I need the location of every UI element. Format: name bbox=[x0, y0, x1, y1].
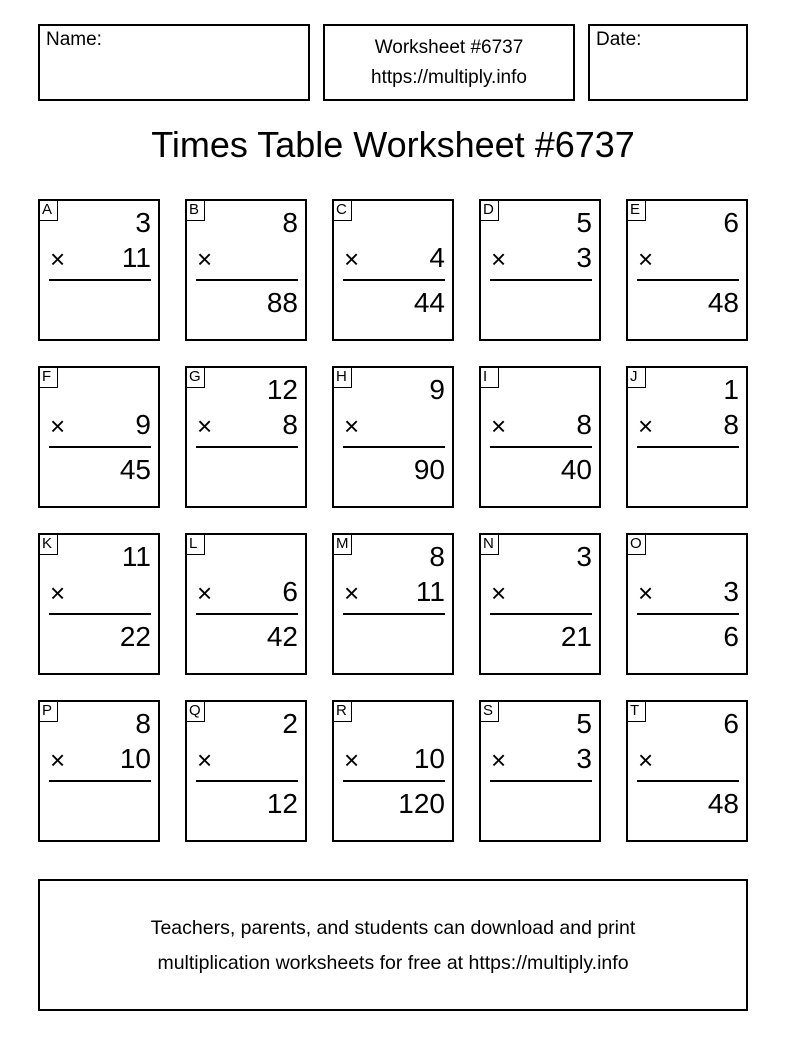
top-factor: 3 bbox=[576, 541, 592, 572]
answer-rule bbox=[343, 446, 445, 448]
problem-letter: K bbox=[38, 533, 58, 555]
top-factor: 8 bbox=[282, 207, 298, 238]
bottom-factor: 8 bbox=[723, 409, 739, 440]
problem-letter: S bbox=[479, 700, 499, 722]
page-title: Times Table Worksheet #6737 bbox=[151, 124, 635, 165]
bottom-factor: 10 bbox=[413, 743, 445, 774]
times-sign: × bbox=[491, 578, 507, 608]
date-label: Date: bbox=[596, 29, 642, 50]
top-factor: 1 bbox=[723, 374, 739, 405]
answer-rule bbox=[343, 613, 445, 615]
times-sign: × bbox=[344, 745, 360, 775]
answer-rule bbox=[490, 446, 592, 448]
problem-card-g bbox=[185, 366, 307, 508]
answer-rule bbox=[490, 613, 592, 615]
top-factor: 2 bbox=[282, 708, 298, 739]
problem-letter: R bbox=[332, 700, 352, 722]
bottom-factor: 3 bbox=[576, 743, 592, 774]
answer-rule bbox=[49, 780, 151, 782]
problem-letter: M bbox=[332, 533, 352, 555]
top-factor: 6 bbox=[723, 708, 739, 739]
bottom-factor: 8 bbox=[282, 409, 298, 440]
problem-letter: P bbox=[38, 700, 58, 722]
problem-card-a bbox=[38, 199, 160, 341]
bottom-factor: 4 bbox=[429, 242, 445, 273]
footer-box bbox=[38, 879, 748, 1011]
product: 42 bbox=[266, 621, 298, 652]
product: 12 bbox=[266, 788, 298, 819]
worksheet-site: https://multiply.info bbox=[371, 67, 527, 88]
problem-letter: F bbox=[38, 366, 58, 388]
problem-card-t bbox=[626, 700, 748, 842]
answer-rule bbox=[49, 279, 151, 281]
problem-card-r bbox=[332, 700, 454, 842]
problem-letter: B bbox=[185, 199, 205, 221]
top-factor: 11 bbox=[121, 541, 151, 572]
answer-rule bbox=[637, 279, 739, 281]
product: 6 bbox=[723, 621, 739, 652]
times-sign: × bbox=[197, 411, 213, 441]
problem-card-b bbox=[185, 199, 307, 341]
name-label: Name: bbox=[46, 29, 102, 50]
problem-card-n bbox=[479, 533, 601, 675]
worksheet-id-box bbox=[323, 24, 575, 101]
answer-rule bbox=[343, 279, 445, 281]
footer-line-2: multiplication worksheets for free at https://multiply.info bbox=[157, 952, 629, 974]
problem-letter: E bbox=[626, 199, 646, 221]
times-sign: × bbox=[197, 244, 213, 274]
answer-rule bbox=[49, 613, 151, 615]
problem-letter: I bbox=[479, 366, 499, 388]
problem-letter: Q bbox=[185, 700, 205, 722]
times-sign: × bbox=[197, 578, 213, 608]
product: 22 bbox=[119, 621, 151, 652]
times-sign: × bbox=[638, 244, 654, 274]
times-sign: × bbox=[491, 244, 507, 274]
times-sign: × bbox=[50, 745, 66, 775]
answer-rule bbox=[637, 446, 739, 448]
top-factor: 5 bbox=[576, 207, 592, 238]
top-factor: 8 bbox=[135, 708, 151, 739]
problem-letter: H bbox=[332, 366, 352, 388]
product: 120 bbox=[398, 788, 445, 819]
times-sign: × bbox=[50, 411, 66, 441]
problem-card-p bbox=[38, 700, 160, 842]
problem-letter: N bbox=[479, 533, 499, 555]
times-sign: × bbox=[344, 578, 360, 608]
problem-card-k bbox=[38, 533, 160, 675]
product: 40 bbox=[560, 454, 592, 485]
problem-letter: O bbox=[626, 533, 646, 555]
top-factor: 6 bbox=[723, 207, 739, 238]
times-sign: × bbox=[344, 411, 360, 441]
problem-card-m bbox=[332, 533, 454, 675]
times-sign: × bbox=[197, 745, 213, 775]
bottom-factor: 10 bbox=[119, 743, 151, 774]
answer-rule bbox=[196, 613, 298, 615]
times-sign: × bbox=[491, 745, 507, 775]
problem-letter: A bbox=[38, 199, 58, 221]
problem-card-h bbox=[332, 366, 454, 508]
problem-letter: J bbox=[626, 366, 646, 388]
times-sign: × bbox=[50, 244, 66, 274]
footer-line-1: Teachers, parents, and students can download and print bbox=[150, 917, 636, 939]
problem-letter: G bbox=[185, 366, 205, 388]
top-factor: 3 bbox=[135, 207, 151, 238]
times-sign: × bbox=[638, 745, 654, 775]
problem-card-c bbox=[332, 199, 454, 341]
bottom-factor: 9 bbox=[135, 409, 151, 440]
times-sign: × bbox=[638, 578, 654, 608]
top-factor: 8 bbox=[429, 541, 445, 572]
date-field[interactable] bbox=[588, 24, 748, 101]
answer-rule bbox=[196, 780, 298, 782]
times-sign: × bbox=[491, 411, 507, 441]
problem-letter: T bbox=[626, 700, 646, 722]
problem-card-f bbox=[38, 366, 160, 508]
problem-card-s bbox=[479, 700, 601, 842]
answer-rule bbox=[490, 279, 592, 281]
times-sign: × bbox=[50, 578, 66, 608]
answer-rule bbox=[196, 279, 298, 281]
answer-rule bbox=[637, 613, 739, 615]
problem-card-e bbox=[626, 199, 748, 341]
problem-card-i bbox=[479, 366, 601, 508]
product: 45 bbox=[119, 454, 151, 485]
product: 21 bbox=[560, 621, 592, 652]
answer-rule bbox=[343, 780, 445, 782]
product: 90 bbox=[413, 454, 445, 485]
product: 48 bbox=[707, 287, 739, 318]
worksheet-number: Worksheet #6737 bbox=[374, 37, 524, 58]
name-field[interactable] bbox=[38, 24, 310, 101]
times-sign: × bbox=[638, 411, 654, 441]
problem-letter: C bbox=[332, 199, 352, 221]
problem-card-j bbox=[626, 366, 748, 508]
problem-letter: D bbox=[479, 199, 499, 221]
answer-rule bbox=[637, 780, 739, 782]
product: 44 bbox=[413, 287, 445, 318]
problem-card-l bbox=[185, 533, 307, 675]
bottom-factor: 11 bbox=[415, 576, 445, 607]
bottom-factor: 8 bbox=[576, 409, 592, 440]
problem-card-q bbox=[185, 700, 307, 842]
answer-rule bbox=[196, 446, 298, 448]
times-sign: × bbox=[344, 244, 360, 274]
top-factor: 9 bbox=[429, 374, 445, 405]
bottom-factor: 3 bbox=[576, 242, 592, 273]
bottom-factor: 11 bbox=[121, 242, 151, 273]
answer-rule bbox=[49, 446, 151, 448]
product: 88 bbox=[266, 287, 298, 318]
problem-letter: L bbox=[185, 533, 205, 555]
bottom-factor: 6 bbox=[282, 576, 298, 607]
bottom-factor: 3 bbox=[723, 576, 739, 607]
product: 48 bbox=[707, 788, 739, 819]
top-factor: 12 bbox=[266, 374, 298, 405]
top-factor: 5 bbox=[576, 708, 592, 739]
problem-card-o bbox=[626, 533, 748, 675]
answer-rule bbox=[490, 780, 592, 782]
problem-card-d bbox=[479, 199, 601, 341]
